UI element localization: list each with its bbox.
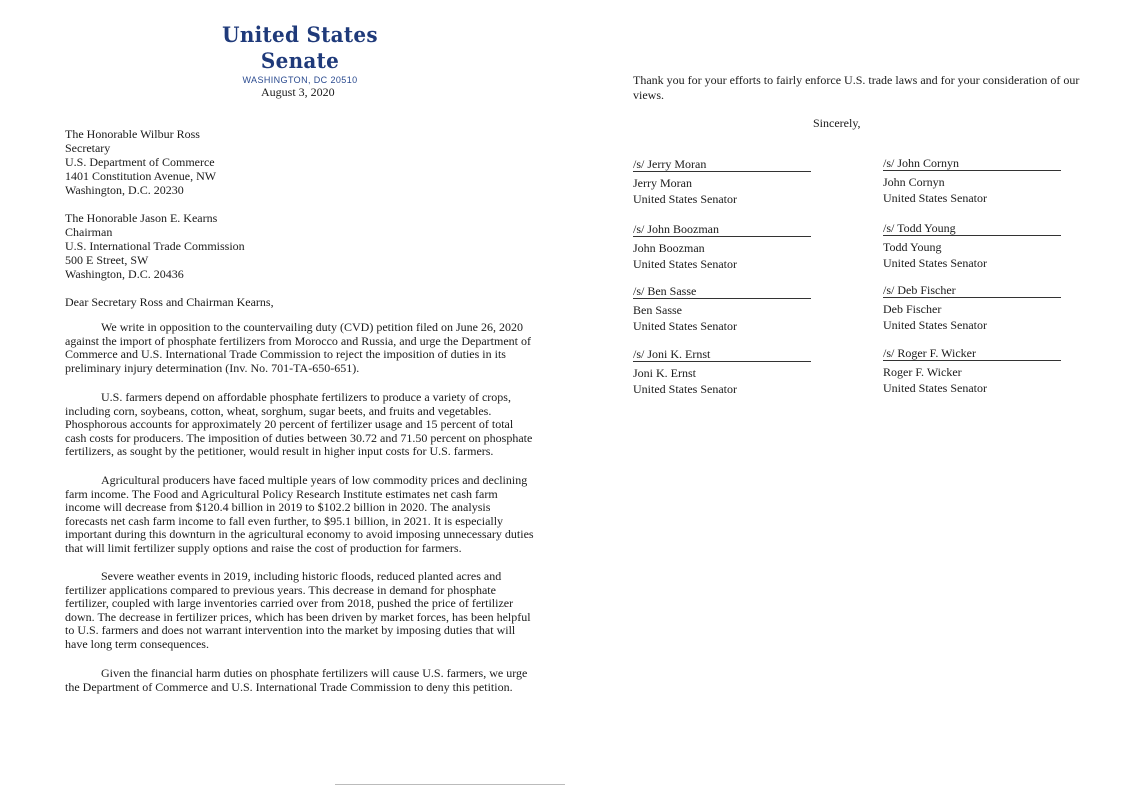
signature-text: /s/ Jerry Moran [633,157,707,171]
senate-letterhead [190,22,410,85]
body-paragraph-1: We write in opposition to the countervailing duty (CVD) petition filed on June 26, 2020 against the import of phosphate fertilizers from Morocco and Russia, and urge the Department of Commerce and U.S. International Trade Commission to reject the imposition of duties in its preliminary injury determination (Inv. No. 701-TA-650-651). [65,320,531,375]
signature-text: /s/ Ben Sasse [633,284,697,298]
address-line: U.S. International Trade Commission [65,239,245,253]
letter-page-2 [570,0,1139,787]
senator-name: Joni K. Ernst [633,366,696,380]
body-paragraph-5: Given the financial harm duties on phosphate fertilizers will cause U.S. farmers, we urge the Department of Commerce and U.S. International Trade Commission to deny this petition. [65,666,528,694]
address-line: 500 E Street, SW [65,253,149,267]
address-line: U.S. Department of Commerce [65,155,215,169]
signature-text: /s/ John Boozman [633,222,719,236]
signature-line [883,157,1061,171]
signature-text: /s/ Deb Fischer [883,283,956,297]
recipient-address-commerce [65,127,216,197]
signature-line [633,158,811,172]
signature-text: /s/ Roger F. Wicker [883,346,976,360]
address-line: 1401 Constitution Avenue, NW [65,169,217,183]
signature-line [633,285,811,299]
signature-line [633,223,811,237]
senator-title: United States Senator [633,192,737,206]
address-line: The Honorable Jason E. Kearns [65,211,218,225]
signature-line [633,348,811,362]
signature-block-young [883,222,1061,271]
senator-name: Ben Sasse [633,303,682,317]
senator-title: United States Senator [633,257,737,271]
senator-title: United States Senator [633,319,737,333]
address-line: The Honorable Wilbur Ross [65,127,200,141]
senator-title: United States Senator [883,318,987,332]
signature-line [883,347,1061,361]
sign-off: Sincerely, [813,116,861,130]
address-line: Washington, D.C. 20436 [65,267,184,281]
senator-name: John Boozman [633,241,705,255]
senator-title: United States Senator [883,191,987,205]
senator-name: John Cornyn [883,175,945,189]
letterhead-address: WASHINGTON, DC 20510 [242,75,358,85]
closing-paragraph: Thank you for your efforts to fairly enforce U.S. trade laws and for your consideration of our views. [633,73,1080,102]
senator-name: Todd Young [883,240,942,254]
signature-block-ernst [633,348,811,397]
recipient-address-itc [65,211,245,281]
address-line: Chairman [65,225,113,239]
senator-title: United States Senator [883,381,987,395]
signature-line [883,222,1061,236]
letterhead-title: United States Senate [222,22,378,73]
address-line: Secretary [65,141,111,155]
signature-block-fischer [883,284,1061,333]
page-divider [335,784,565,785]
salutation: Dear Secretary Ross and Chairman Kearns, [65,295,274,309]
body-paragraph-4: Severe weather events in 2019, including historic floods, reduced planted acres and fertilizer applications compared to previous years. This decrease in demand for phosphate fertilizer, coupled with large inventories carried over from 2018, pushed the price of fertilizer down. The decrease in fertilizer prices, which has been driven by market forces, has been helpful to U.S. farmers and does not warrant intervention into the market by imposing duties that will have long term consequences. [65,569,531,651]
signature-text: /s/ John Cornyn [883,156,960,170]
senator-title: United States Senator [883,256,987,270]
signature-text: /s/ Joni K. Ernst [633,347,711,361]
signature-block-boozman [633,223,811,272]
signature-line [883,284,1061,298]
signature-text: /s/ Todd Young [883,221,956,235]
senator-title: United States Senator [633,382,737,396]
signature-block-sasse [633,285,811,334]
senator-name: Deb Fischer [883,302,942,316]
signature-block-wicker [883,347,1061,396]
senator-name: Jerry Moran [633,176,692,190]
senator-name: Roger F. Wicker [883,365,962,379]
body-paragraph-3: Agricultural producers have faced multiple years of low commodity prices and declining farm income. The Food and Agricultural Policy Research Institute estimates net cash farm income will decrease from $120.4 billion in 2019 to $102.2 billion in 2020. The analysis forecasts net cash farm income to fall even further, to $95.1 billion, in 2021. It is especially important during this downturn in the agricultural economy to avoid imposing unnecessary duties that will limit fertilizer supply options and raise the cost of production for farmers. [65,473,534,555]
address-line: Washington, D.C. 20230 [65,183,184,197]
signature-block-moran [633,158,811,207]
letter-date: August 3, 2020 [261,85,335,99]
body-paragraph-2: U.S. farmers depend on affordable phosphate fertilizers to produce a variety of crops, including corn, soybeans, cotton, wheat, sorghum, sugar beets, and fruits and vegetables. Phosphorous accounts for approximately 20 percent of fertilizer usage and 15 percent of total cash costs for producers. The imposition of duties between 30.72 and 71.50 percent on phosphate fertilizers, as sought by the petitioner, would result in higher input costs for U.S. farmers. [65,390,533,459]
signature-block-cornyn [883,157,1061,206]
